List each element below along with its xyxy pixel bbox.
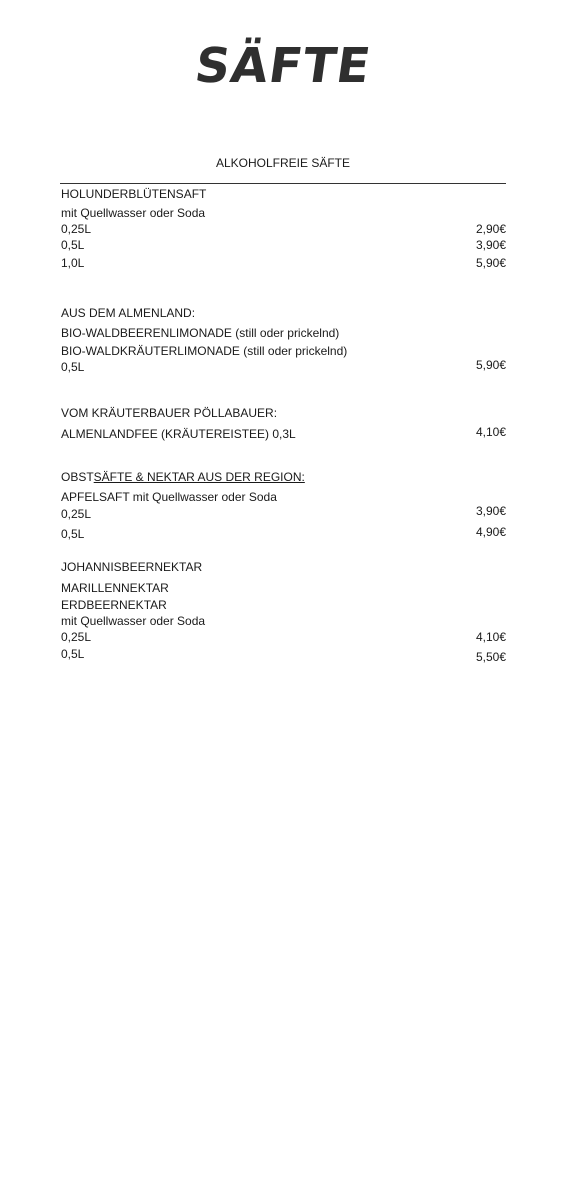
obst-size-1: 0,25L	[61, 507, 92, 521]
nektar-size-2: 0,5L	[61, 647, 85, 661]
nektar-item-1: JOHANNISBEERNEKTAR	[61, 560, 203, 574]
obst-heading-part1: OBST	[61, 470, 94, 484]
holunder-heading: HOLUNDERBLÜTENSAFT	[61, 187, 207, 201]
almenland-item-1: BIO-WALDBEERENLIMONADE (still oder prickelnd)	[61, 326, 340, 340]
obst-price-1: 3,90€	[475, 504, 506, 518]
holunder-size-2: 0,5L	[61, 238, 85, 252]
nektar-size-1: 0,25L	[61, 630, 92, 644]
nektar-price-2: 5,50€	[475, 650, 506, 664]
section-title: ALKOHOLFREIE SÄFTE	[215, 156, 351, 170]
holunder-price-3: 5,90€	[475, 256, 506, 270]
nektar-price-1: 4,10€	[475, 630, 506, 644]
page-title: SÄFTE	[191, 38, 375, 94]
divider	[60, 183, 506, 184]
holunder-size-1: 0,25L	[61, 222, 92, 236]
kraeuterbauer-price: 4,10€	[475, 425, 506, 439]
nektar-item-3: ERDBEERNEKTAR	[61, 598, 167, 612]
kraeuterbauer-heading: VOM KRÄUTERBAUER PÖLLABAUER:	[61, 406, 278, 420]
obst-price-2: 4,90€	[475, 525, 506, 539]
almenland-size: 0,5L	[61, 360, 85, 374]
nektar-item-2: MARILLENNEKTAR	[61, 581, 169, 595]
obst-item: APFELSAFT mit Quellwasser oder Soda	[61, 490, 277, 504]
holunder-price-2: 3,90€	[475, 238, 506, 252]
almenland-price: 5,90€	[475, 358, 506, 372]
kraeuterbauer-item: ALMENLANDFEE (KRÄUTEREISTEE) 0,3L	[61, 427, 296, 441]
obst-heading-part2: SÄFTE & NEKTAR AUS DER REGION:	[93, 470, 305, 484]
holunder-price-1: 2,90€	[475, 222, 506, 236]
holunder-note: mit Quellwasser oder Soda	[61, 206, 206, 220]
obst-heading	[61, 470, 305, 484]
nektar-note: mit Quellwasser oder Soda	[61, 614, 206, 628]
obst-size-2: 0,5L	[61, 527, 85, 541]
holunder-size-3: 1,0L	[61, 256, 85, 270]
almenland-heading: AUS DEM ALMENLAND:	[61, 306, 196, 320]
almenland-item-2: BIO-WALDKRÄUTERLIMONADE (still oder prickelnd)	[61, 344, 348, 358]
